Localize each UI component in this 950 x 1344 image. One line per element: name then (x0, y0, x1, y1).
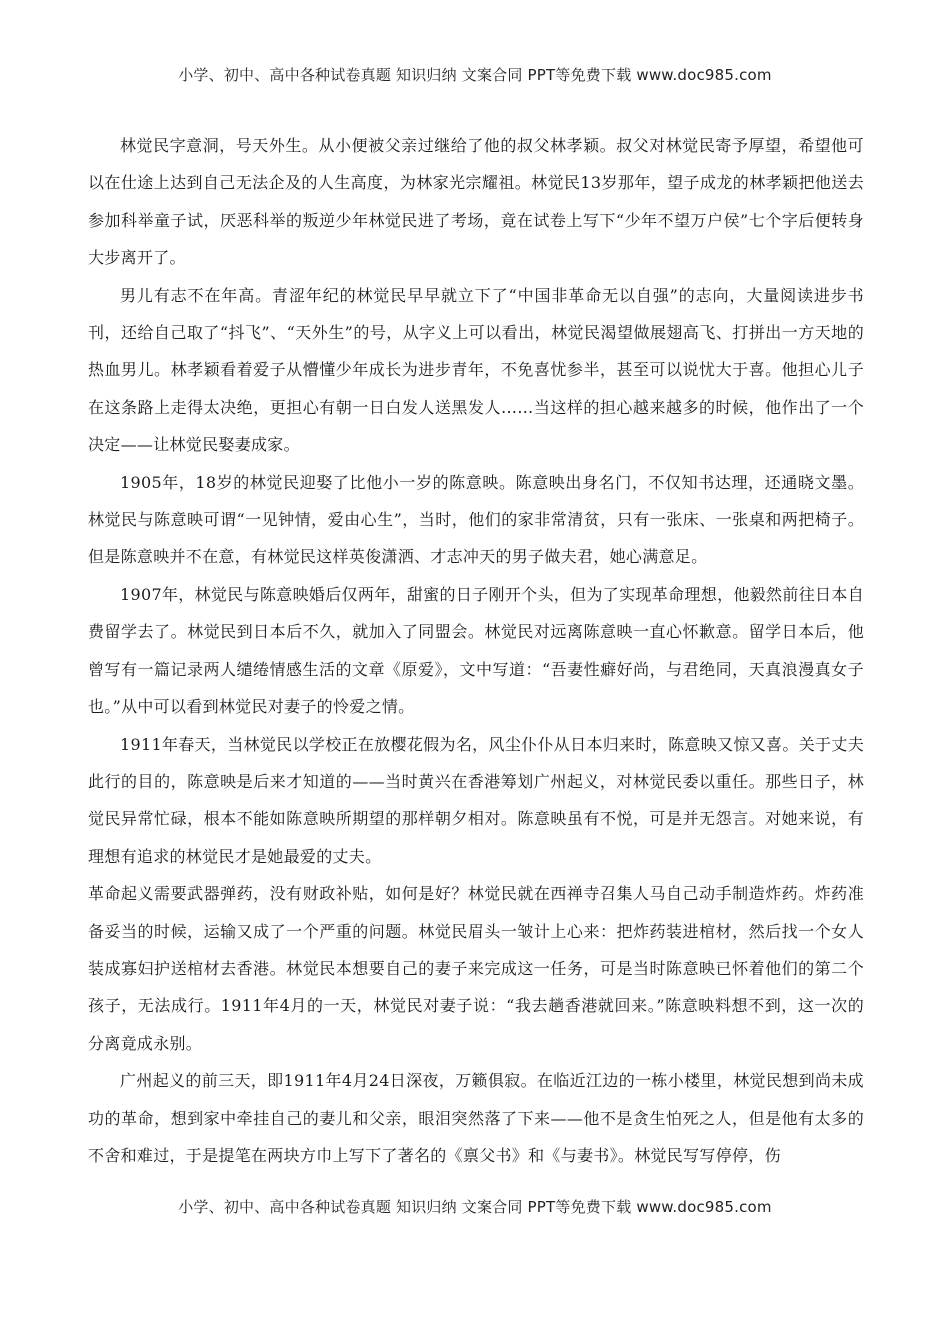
paragraph-4: 1907年，林觉民与陈意映婚后仅两年，甜蜜的日子刚开个头，但为了实现革命理想，他毅然前往日本自费留学去了。林觉民到日本后不久，就加入了同盟会。林觉民对远离陈意映一直心怀歉意。留学日本后，他曾写有一篇记录两人缱绻情感生活的文章《原爱》，文中写道：“吾妻性癖好尚，与君绝同，天真浪漫真女子也。”从中可以看到林觉民对妻子的怜爱之情。 (88, 584, 864, 717)
paragraph-7: 广州起义的前三天，即1911年4月24日深夜，万籁俱寂。在临近江边的一栋小楼里，林觉民想到尚未成功的革命，想到家中牵挂自己的妻儿和父亲，眼泪突然落了下来——他不是贪生怕死之人，但是他有太多的不舍和难过，于是提笔在两块方巾上写下了著名的《禀父书》和《与妻书》。林觉民写写停停，伤 (88, 1071, 864, 1165)
paragraph-5: 1911年春天，当林觉民以学校正在放樱花假为名，风尘仆仆从日本归来时，陈意映又惊又喜。关于丈夫此行的目的，陈意映是后来才知道的——当时黄兴在香港筹划广州起义，对林觉民委以重任。那些日子，林觉民异常忙碌，根本不能如陈意映所期望的那样朝夕相对。陈意映虽有不悦，可是并无怨言。对她来说，有理想有追求的林觉民才是她最爱的丈夫。 (88, 734, 864, 866)
paragraph-3: 1905年，18岁的林觉民迎娶了比他小一岁的陈意映。陈意映出身名门，不仅知书达理，还通晓文墨。林觉民与陈意映可谓“一见钟情，爱由心生”，当时，他们的家非常清贫，只有一张床、一张桌和两把椅子。但是陈意映并不在意，有林觉民这样英俊潇洒、才志冲天的男子做夫君，她心满意足。 (88, 472, 864, 567)
paragraph-1: 林觉民字意洞，号天外生。从小便被父亲过继给了他的叔父林孝颖。叔父对林觉民寄予厚望，希望他可以在仕途上达到自己无法企及的人生高度，为林家光宗耀祖。林觉民13岁那年，望子成龙的林孝颖把他送去参加科举童子试，厌恶科举的叛逆少年林觉民进了考场，竟在试卷上写下“少年不望万户侯”七个字后便转身大步离开了。 (88, 136, 864, 268)
paragraph-2: 男儿有志不在年高。青涩年纪的林觉民早早就立下了“中国非革命无以自强”的志向，大量阅读进步书刊，还给自己取了“抖飞”、“天外生”的号，从字义上可以看出，林觉民渴望做展翅高飞、打拼出一方天地的热血男儿。林孝颖看着爱子从懵懂少年成长为进步青年，不免喜忧参半，甚至可以说忧大于喜。他担心儿子在这条路上走得太决绝，更担心有朝一日白发人送黑发人……当这样的担心越来越多的时候，他作出了一个决定——让林觉民娶妻成家。 (88, 285, 864, 455)
page-header: 小学、初中、高中各种试卷真题 知识归纳 文案合同 PPT等免费下载 www.doc985.com (178, 66, 772, 84)
paragraph-6: 革命起义需要武器弹药，没有财政补贴，如何是好？林觉民就在西禅寺召集人马自己动手制造炸药。炸药准备妥当的时候，运输又成了一个严重的问题。林觉民眉头一皱计上心来：把炸药装进棺材，然后找一个女人装成寡妇护送棺材去香港。林觉民本想要自己的妻子来完成这一任务，可是当时陈意映已怀着他们的第二个孩子，无法成行。1911年4月的一天，林觉民对妻子说：“我去趟香港就回来。”陈意映料想不到，这一次的分离竟成永别。 (88, 884, 864, 1053)
page-footer: 小学、初中、高中各种试卷真题 知识归纳 文案合同 PPT等免费下载 www.doc985.com (178, 1198, 772, 1216)
article-body (88, 127, 864, 1174)
